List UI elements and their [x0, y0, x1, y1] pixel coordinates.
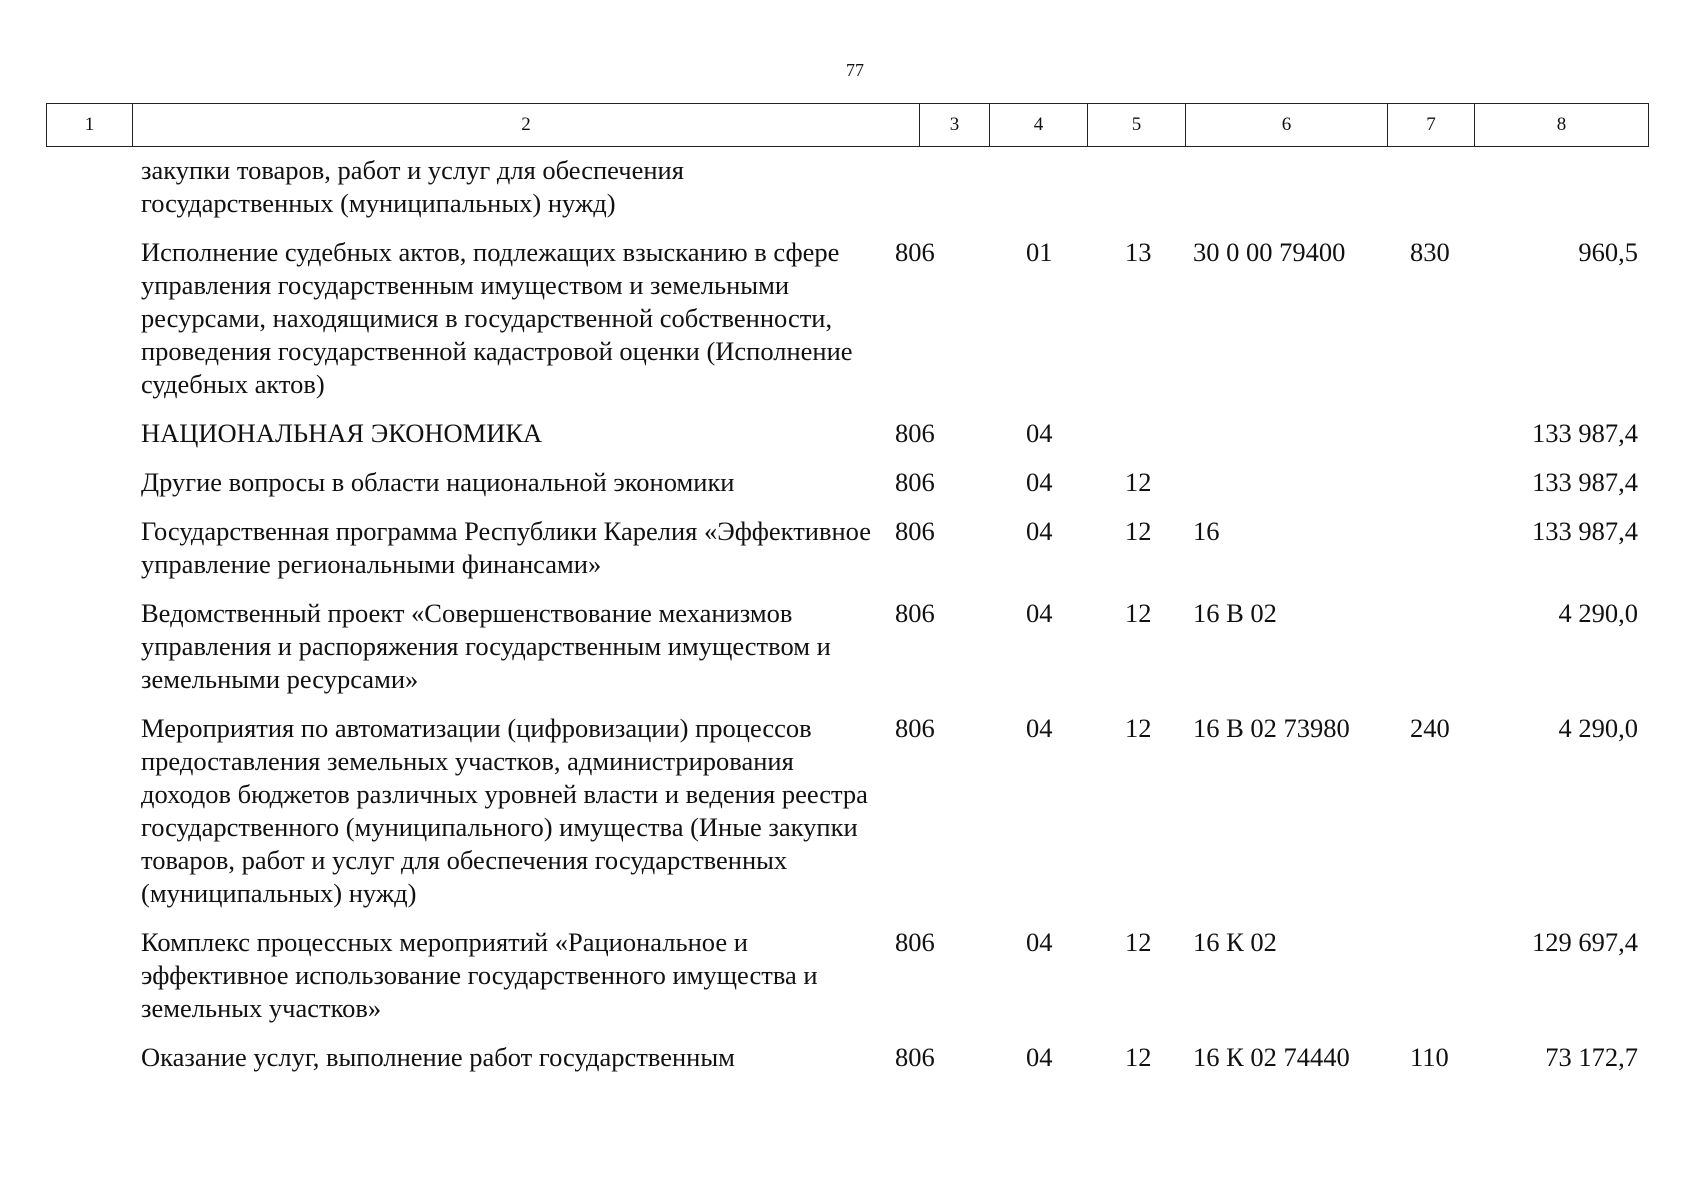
header-col-5: 5 [1088, 104, 1186, 147]
table-row [46, 417, 1648, 466]
row-amount: 133 987,4 [1532, 418, 1638, 448]
row-code-4: 04 [1026, 598, 1053, 628]
row-code-5: 12 [1125, 598, 1152, 628]
budget-table [46, 154, 1648, 1090]
table-row [46, 515, 1648, 597]
row-code-6: 16 В 02 73980 [1193, 713, 1350, 743]
row-code-5 [1087, 417, 1185, 466]
row-code-7 [1387, 515, 1474, 597]
row-description: Другие вопросы в области национальной экономики [141, 467, 735, 497]
row-amount: 4 290,0 [1558, 713, 1638, 743]
row-code-6: 16 В 02 [1193, 598, 1277, 628]
table-row [46, 236, 1648, 417]
row-amount: 960,5 [1578, 237, 1638, 267]
row-description: НАЦИОНАЛЬНАЯ ЭКОНОМИКА [141, 418, 543, 448]
row-code-6: 30 0 00 79400 [1193, 237, 1346, 267]
page-number: 77 [846, 60, 864, 80]
row-amount: 133 987,4 [1532, 516, 1638, 546]
row-description: Оказание услуг, выполнение работ государственным [141, 1042, 735, 1072]
row-amount: 133 987,4 [1532, 467, 1638, 497]
row-code-7 [1387, 417, 1474, 466]
row-code-3: 806 [895, 927, 935, 957]
row-code-7: 110 [1410, 1042, 1449, 1072]
row-code-7 [1387, 926, 1474, 1041]
table-row [46, 712, 1648, 926]
row-description: Государственная программа Республики Карелия «Эффективное управление региональными финансами» [141, 516, 871, 579]
row-code-5: 13 [1125, 237, 1152, 267]
row-code-7: 240 [1410, 713, 1450, 743]
row-code-3: 806 [895, 516, 935, 546]
column-number-header [46, 103, 1649, 147]
row-code-5 [1087, 154, 1185, 236]
row-amount: 4 290,0 [1558, 598, 1638, 628]
row-code-4: 04 [1026, 467, 1053, 497]
row-code-5: 12 [1125, 1042, 1152, 1072]
row-code-4: 04 [1026, 516, 1053, 546]
header-col-3: 3 [920, 104, 990, 147]
row-code-4: 04 [1026, 418, 1053, 448]
row-code-4 [989, 154, 1087, 236]
row-description: Комплекс процессных мероприятий «Рациональное и эффективное использование государственного имущества и земельных участков» [141, 927, 818, 1023]
table-row [46, 1041, 1648, 1090]
row-code-7 [1387, 154, 1474, 236]
row-code-7 [1387, 597, 1474, 712]
header-col-8: 8 [1475, 104, 1649, 147]
table-row [46, 926, 1648, 1041]
header-col-2: 2 [133, 104, 920, 147]
row-code-3: 806 [895, 598, 935, 628]
row-code-4: 04 [1026, 927, 1053, 957]
table-row [46, 597, 1648, 712]
row-code-3: 806 [895, 1042, 935, 1072]
row-amount [1474, 154, 1648, 236]
row-description: Мероприятия по автоматизации (цифровизации) процессов предоставления земельных участков, администрирования доходов бюджетов различных уровней власти и ведения реестра государственного (муниципального) имущества (Иные закупки товаров, работ и услуг для обеспечения государственных (муниципальных) нужд) [141, 713, 868, 908]
row-code-6 [1185, 417, 1387, 466]
row-code-6 [1185, 466, 1387, 515]
row-description: закупки товаров, работ и услуг для обеспечения государственных (муниципальных) нужд) [141, 155, 684, 218]
row-code-5: 12 [1125, 516, 1152, 546]
row-code-5: 12 [1125, 927, 1152, 957]
row-amount: 73 172,7 [1545, 1042, 1638, 1072]
row-code-5: 12 [1125, 713, 1152, 743]
row-code-3: 806 [895, 237, 935, 267]
row-code-6: 16 К 02 74440 [1193, 1042, 1350, 1072]
header-col-4: 4 [990, 104, 1088, 147]
row-code-6 [1185, 154, 1387, 236]
header-col-1: 1 [47, 104, 133, 147]
row-amount: 129 697,4 [1532, 927, 1638, 957]
header-row [47, 104, 1649, 147]
table-row [46, 154, 1648, 236]
row-code-4: 01 [1026, 237, 1053, 267]
header-col-7: 7 [1388, 104, 1475, 147]
row-code-6: 16 [1193, 516, 1220, 546]
row-code-6: 16 К 02 [1193, 927, 1277, 957]
table-row [46, 466, 1648, 515]
header-col-6: 6 [1186, 104, 1388, 147]
row-description: Исполнение судебных актов, подлежащих взысканию в сфере управления государственным имуществом и земельными ресурсами, находящимися в государственной собственности, проведения государственной кадастровой оценки (Исполнение судебных актов) [141, 237, 853, 399]
row-code-4: 04 [1026, 1042, 1053, 1072]
row-code-7: 830 [1410, 237, 1450, 267]
row-code-3: 806 [895, 467, 935, 497]
row-code-3: 806 [895, 713, 935, 743]
row-code-3 [881, 154, 989, 236]
row-code-5: 12 [1125, 467, 1152, 497]
row-description: Ведомственный проект «Совершенствование механизмов управления и распоряжения государственным имуществом и земельными ресурсами» [141, 598, 831, 694]
row-code-3: 806 [895, 418, 935, 448]
row-code-4: 04 [1026, 713, 1053, 743]
row-code-7 [1387, 466, 1474, 515]
